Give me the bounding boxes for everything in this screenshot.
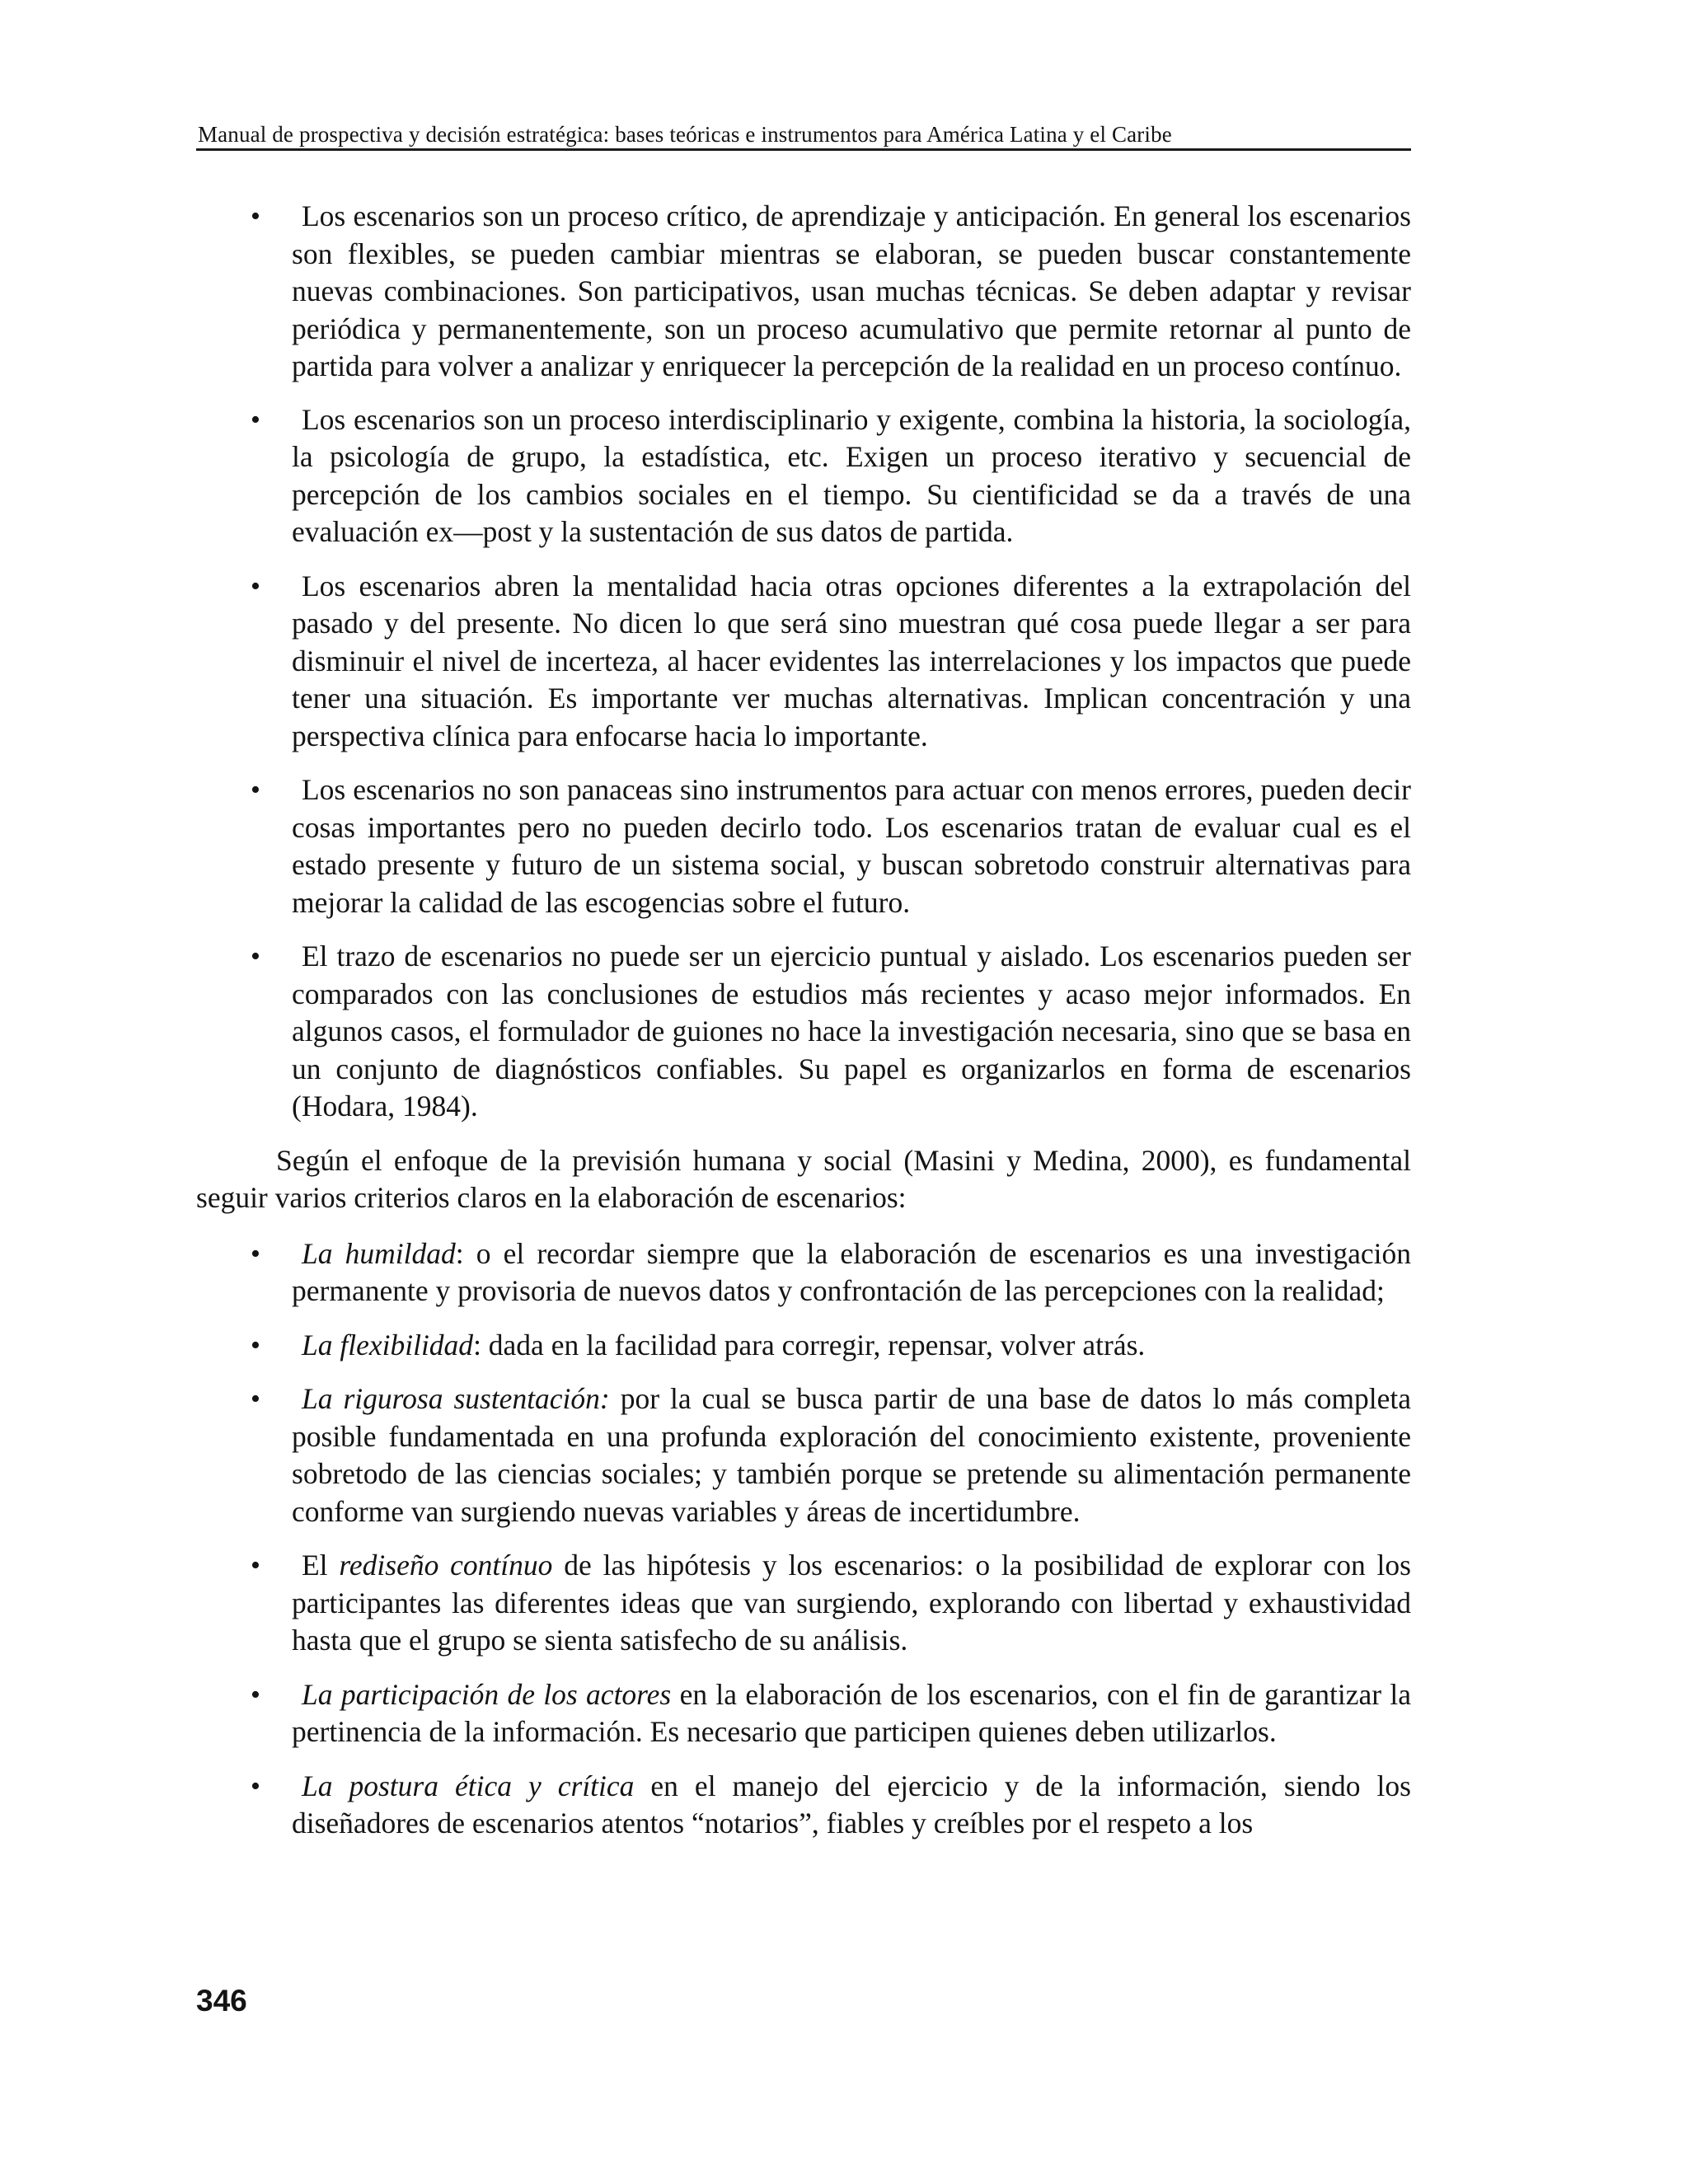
criteria-text <box>292 1678 1411 1749</box>
list-item <box>196 771 1411 921</box>
running-header: Manual de prospectiva y decisión estratégica: bases teóricas e instrumentos para América Latina y el Caribe <box>198 122 1172 147</box>
bullet-glyph: • <box>251 1384 260 1414</box>
criteria-description: : dada en la facilidad para corregir, repensar, volver atrás. <box>473 1328 1146 1361</box>
bullet-glyph: • <box>251 1770 260 1802</box>
bullet-glyph: • <box>251 1679 260 1710</box>
criteria-term: La postura ética y crítica <box>302 1769 635 1802</box>
criteria-item <box>196 1676 1411 1751</box>
list-item-text: Los escenarios no son panaceas sino instrumentos para actuar con menos errores, pueden decir cosas importantes pero no pueden decirlo todo. Los escenarios tratan de evaluar cual es el estado presente y futuro de un sistema social, y buscan sobretodo construir alternativas para mejorar la calidad de las escogencias sobre el futuro. <box>292 773 1411 919</box>
intro-paragraph: Según el enfoque de la previsión humana y social (Masini y Medina, 2000), es fundamental seguir varios criterios claros en la elaboración de escenarios: <box>196 1143 1411 1214</box>
criteria-item <box>196 1380 1411 1530</box>
list-item-text: El trazo de escenarios no puede ser un ejercicio puntual y aislado. Los escenarios pueden ser comparados con las conclusiones de estudios más recientes y acaso mejor informados. En algunos casos, el formulador de guiones no hace la investigación necesaria, sino que se basa en un conjunto de diagnósticos confiables. Su papel es organizarlos en forma de escenarios (Hodara, 1984). <box>292 940 1411 1122</box>
scenario-characteristics-list <box>196 198 1411 1126</box>
criteria-text <box>292 1549 1411 1657</box>
bullet-glyph: • <box>251 404 260 435</box>
list-item-text: Los escenarios son un proceso crítico, de aprendizaje y anticipación. En general los escenarios son flexibles, se pueden cambiar mientras se elaboran, se pueden buscar constantemente nuevas combinaciones. Son participativos, usan muchas técnicas. Se deben adaptar y revisar periódica y permanentemente, son un proceso acumulativo que permite retornar al punto de partida para volver a analizar y enriquecer la percepción de la realidad en un proceso contínuo. <box>292 199 1411 382</box>
criteria-term: La participación de los actores <box>302 1677 672 1711</box>
list-item <box>196 401 1411 551</box>
criteria-term: La flexibilidad <box>302 1328 474 1361</box>
list-item <box>196 568 1411 756</box>
criteria-list <box>196 1235 1411 1843</box>
criteria-item <box>196 1768 1411 1843</box>
criteria-item <box>196 1235 1411 1310</box>
body-text <box>196 198 1411 1859</box>
header-rule <box>196 148 1411 151</box>
criteria-description: de las hipótesis y los escenarios: o la posibilidad de explorar con los participantes las diferentes ideas que van surgiendo, explorando con libertad y exhaustividad hasta que el grupo se sienta satisfecho de su análisis. <box>292 1549 1411 1657</box>
bullet-glyph: • <box>251 1238 260 1269</box>
page-number: 346 <box>196 1984 247 2018</box>
criteria-prefix: El <box>302 1549 340 1582</box>
criteria-term: rediseño contínuo <box>339 1549 553 1582</box>
criteria-text <box>292 1237 1411 1308</box>
bullet-glyph: • <box>251 201 260 232</box>
criteria-term: La humildad <box>302 1236 456 1270</box>
list-item-text: Los escenarios abren la mentalidad hacia otras opciones diferentes a la extrapolación del pasado y del presente. No dicen lo que será sino muestran qué cosa puede llegar a ser para disminuir el nivel de incerteza, al hacer evidentes las interrelaciones y los impactos que puede tener una situación. Es importante ver muchas alternativas. Implican concentración y una perspectiva clínica para enfocarse hacia lo importante. <box>292 569 1411 752</box>
criteria-description: por la cual se busca partir de una base de datos lo más completa posible fundamentada en una profunda exploración del conocimiento existente, proveniente sobretodo de las ciencias sociales; y también porque se pretende su alimentación permanente conforme van surgiendo nuevas variables y áreas de incertidumbre. <box>292 1382 1411 1528</box>
criteria-description: : o el recordar siempre que la elaboración de escenarios es una investigación permanente y provisoria de nuevos datos y confrontación de las percepciones con la realidad; <box>292 1236 1411 1307</box>
criteria-term: La rigurosa sustentación: <box>302 1382 610 1415</box>
bullet-glyph: • <box>251 775 260 805</box>
list-item <box>196 938 1411 1126</box>
criteria-item <box>196 1547 1411 1660</box>
intro-paragraph-block <box>196 1142 1411 1217</box>
list-item <box>196 198 1411 386</box>
bullet-glyph: • <box>251 941 260 972</box>
criteria-text <box>292 1769 1411 1840</box>
bullet-glyph: • <box>251 1550 260 1581</box>
criteria-description: en la elaboración de los escenarios, con el fin de garantizar la pertinencia de la información. Es necesario que participen quienes deben utilizarlos. <box>292 1677 1411 1748</box>
bullet-glyph: • <box>251 1329 260 1361</box>
bullet-glyph: • <box>251 570 260 602</box>
list-item-text: Los escenarios son un proceso interdisciplinario y exigente, combina la historia, la sociología, la psicología de grupo, la estadística, etc. Exigen un proceso iterativo y secuencial de percepción de los cambios sociales en el tiempo. Su cientificidad se da a través de una evaluación ex—post y la sustentación de sus datos de partida. <box>292 402 1411 548</box>
criteria-text <box>292 1329 1145 1361</box>
criteria-description: en el manejo del ejercicio y de la información, siendo los diseñadores de escenarios atentos “notarios”, fiables y creíbles por el respeto a los <box>292 1769 1411 1840</box>
criteria-item <box>196 1327 1411 1365</box>
criteria-text <box>292 1382 1411 1528</box>
